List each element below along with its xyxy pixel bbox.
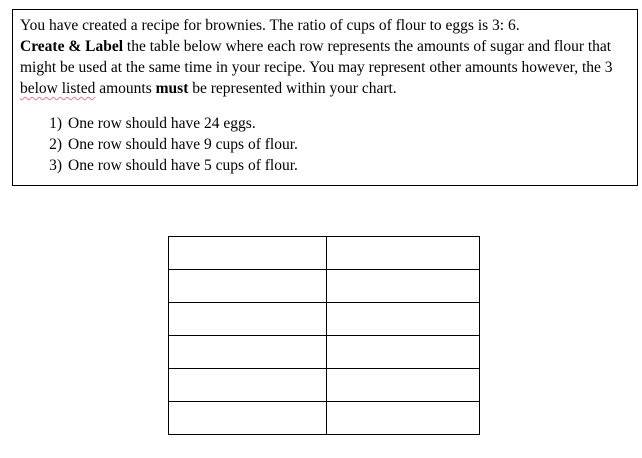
requirement-item bbox=[20, 113, 630, 134]
table-row bbox=[169, 402, 480, 435]
table-cell[interactable] bbox=[327, 303, 480, 336]
table-cell[interactable] bbox=[169, 369, 327, 402]
requirement-number: 2) bbox=[49, 136, 62, 153]
table-cell[interactable] bbox=[327, 369, 480, 402]
table-cell[interactable] bbox=[169, 303, 327, 336]
requirement-item bbox=[20, 134, 630, 155]
must-bold: must bbox=[155, 80, 189, 97]
create-label-bold: Create & Label bbox=[20, 38, 124, 55]
table-cell[interactable] bbox=[327, 402, 480, 435]
table-row bbox=[169, 237, 480, 270]
intro-paragraph bbox=[20, 15, 630, 99]
table-row bbox=[169, 369, 480, 402]
requirement-item bbox=[20, 155, 630, 176]
table-cell[interactable] bbox=[169, 270, 327, 303]
requirement-text: One row should have 24 eggs. bbox=[68, 115, 256, 132]
table-cell[interactable] bbox=[169, 237, 327, 270]
requirements-list bbox=[20, 113, 630, 176]
instruction-text: the table below where each row represents the amounts of sugar and flour that might be used at the same time in your recipe. You may represent other amounts however, the 3 bbox=[20, 38, 613, 76]
requirement-text: One row should have 5 cups of flour. bbox=[68, 157, 298, 174]
ratio-sentence: You have created a recipe for brownies. The ratio of cups of flour to eggs is 3: 6. bbox=[20, 17, 520, 34]
instructions-box bbox=[12, 9, 638, 186]
instruction-text-cont: amounts bbox=[95, 80, 156, 97]
table-cell[interactable] bbox=[327, 237, 480, 270]
spellcheck-flagged-phrase[interactable]: below listed bbox=[20, 80, 96, 97]
table-row bbox=[169, 303, 480, 336]
table-cell[interactable] bbox=[327, 336, 480, 369]
table-cell[interactable] bbox=[327, 270, 480, 303]
requirement-number: 3) bbox=[49, 157, 62, 174]
requirement-number: 1) bbox=[49, 115, 62, 132]
table-cell[interactable] bbox=[169, 336, 327, 369]
table-row bbox=[169, 336, 480, 369]
ratio-table bbox=[168, 236, 480, 435]
instruction-text-end: be represented within your chart. bbox=[188, 80, 397, 97]
table-row bbox=[169, 270, 480, 303]
requirement-text: One row should have 9 cups of flour. bbox=[68, 136, 298, 153]
table-cell[interactable] bbox=[169, 402, 327, 435]
